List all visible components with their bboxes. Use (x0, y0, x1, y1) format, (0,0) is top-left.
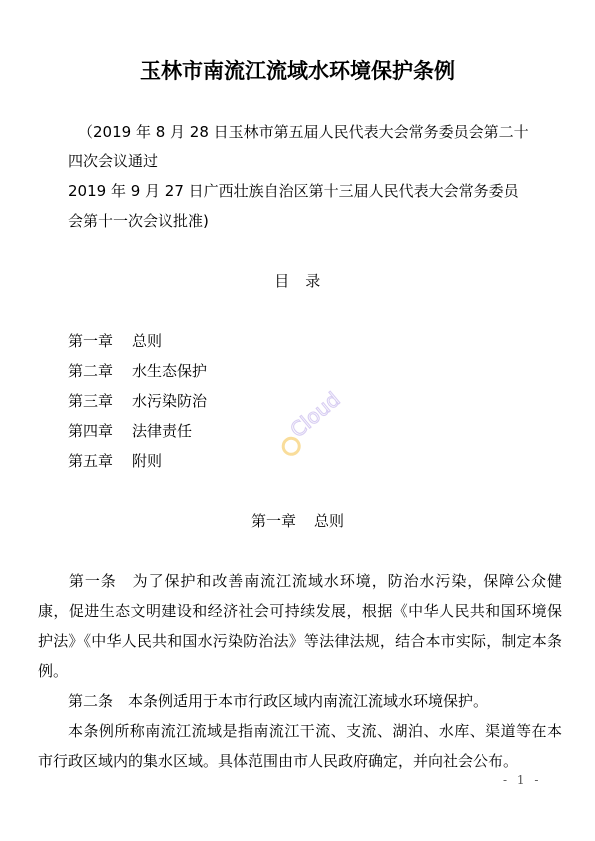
article-2-text: 第二条 本条例适用于本市行政区域内南流江流域水环境保护。 (68, 692, 489, 710)
toc-chapter-number: 第二章 (68, 362, 114, 380)
cloud-logo-icon (262, 380, 352, 460)
watermark-text: Cloud (285, 387, 345, 443)
article-2-scope-text: 本条例所称南流江流域是指南流江干流、支流、湖泊、水库、渠道等在本市行政区域内的集水区域。具体范围由市人民政府确定，并向社会公布。 (38, 722, 562, 770)
page-number: - 1 - (503, 773, 542, 787)
article-1-paragraph (38, 566, 562, 686)
toc-chapter-number: 第一章 (68, 332, 114, 350)
toc-item (68, 360, 207, 382)
toc-chapter-name: 水污染防治 (132, 392, 208, 410)
watermark-logo (272, 387, 348, 458)
toc-chapter-number: 第三章 (68, 392, 114, 410)
toc-title: 目 录 (274, 272, 321, 290)
article-2-paragraph (38, 686, 562, 716)
toc-chapter-name: 法律责任 (132, 422, 193, 440)
approval-note-line-2: 四次会议通过 (68, 152, 159, 170)
document-title: 玉林市南流江流域水环境保护条例 (140, 58, 455, 83)
chapter-heading (0, 510, 595, 532)
toc-chapter-name: 水生态保护 (132, 362, 208, 380)
toc-item (68, 330, 162, 352)
approval-note-line-1: （2019 年 8 月 28 日玉林市第五届人民代表大会常务委员会第二十 (78, 123, 529, 141)
toc-chapter-number: 第四章 (68, 422, 114, 440)
toc-item (68, 450, 162, 472)
chapter-heading-name: 总则 (314, 512, 345, 530)
toc-chapter-name: 总则 (132, 332, 163, 350)
chapter-heading-number: 第一章 (250, 512, 296, 530)
toc-chapter-number: 第五章 (68, 452, 114, 470)
toc-chapter-name: 附则 (132, 452, 163, 470)
approval-note-line-4: 会第十一次会议批准) (68, 212, 209, 230)
toc-item (68, 420, 192, 442)
approval-note-line-3: 2019 年 9 月 27 日广西壮族自治区第十三届人民代表大会常务委员 (68, 182, 519, 200)
article-1-text: 第一条 为了保护和改善南流江流域水环境，防治水污染，保障公众健康，促进生态文明建设和经济社会可持续发展，根据《中华人民共和国环境保护法》《中华人民共和国水污染防治法》等法律法规，结合本市实际，制定本条例。 (38, 572, 562, 680)
article-2-scope-paragraph (38, 716, 562, 776)
toc-item (68, 390, 207, 412)
